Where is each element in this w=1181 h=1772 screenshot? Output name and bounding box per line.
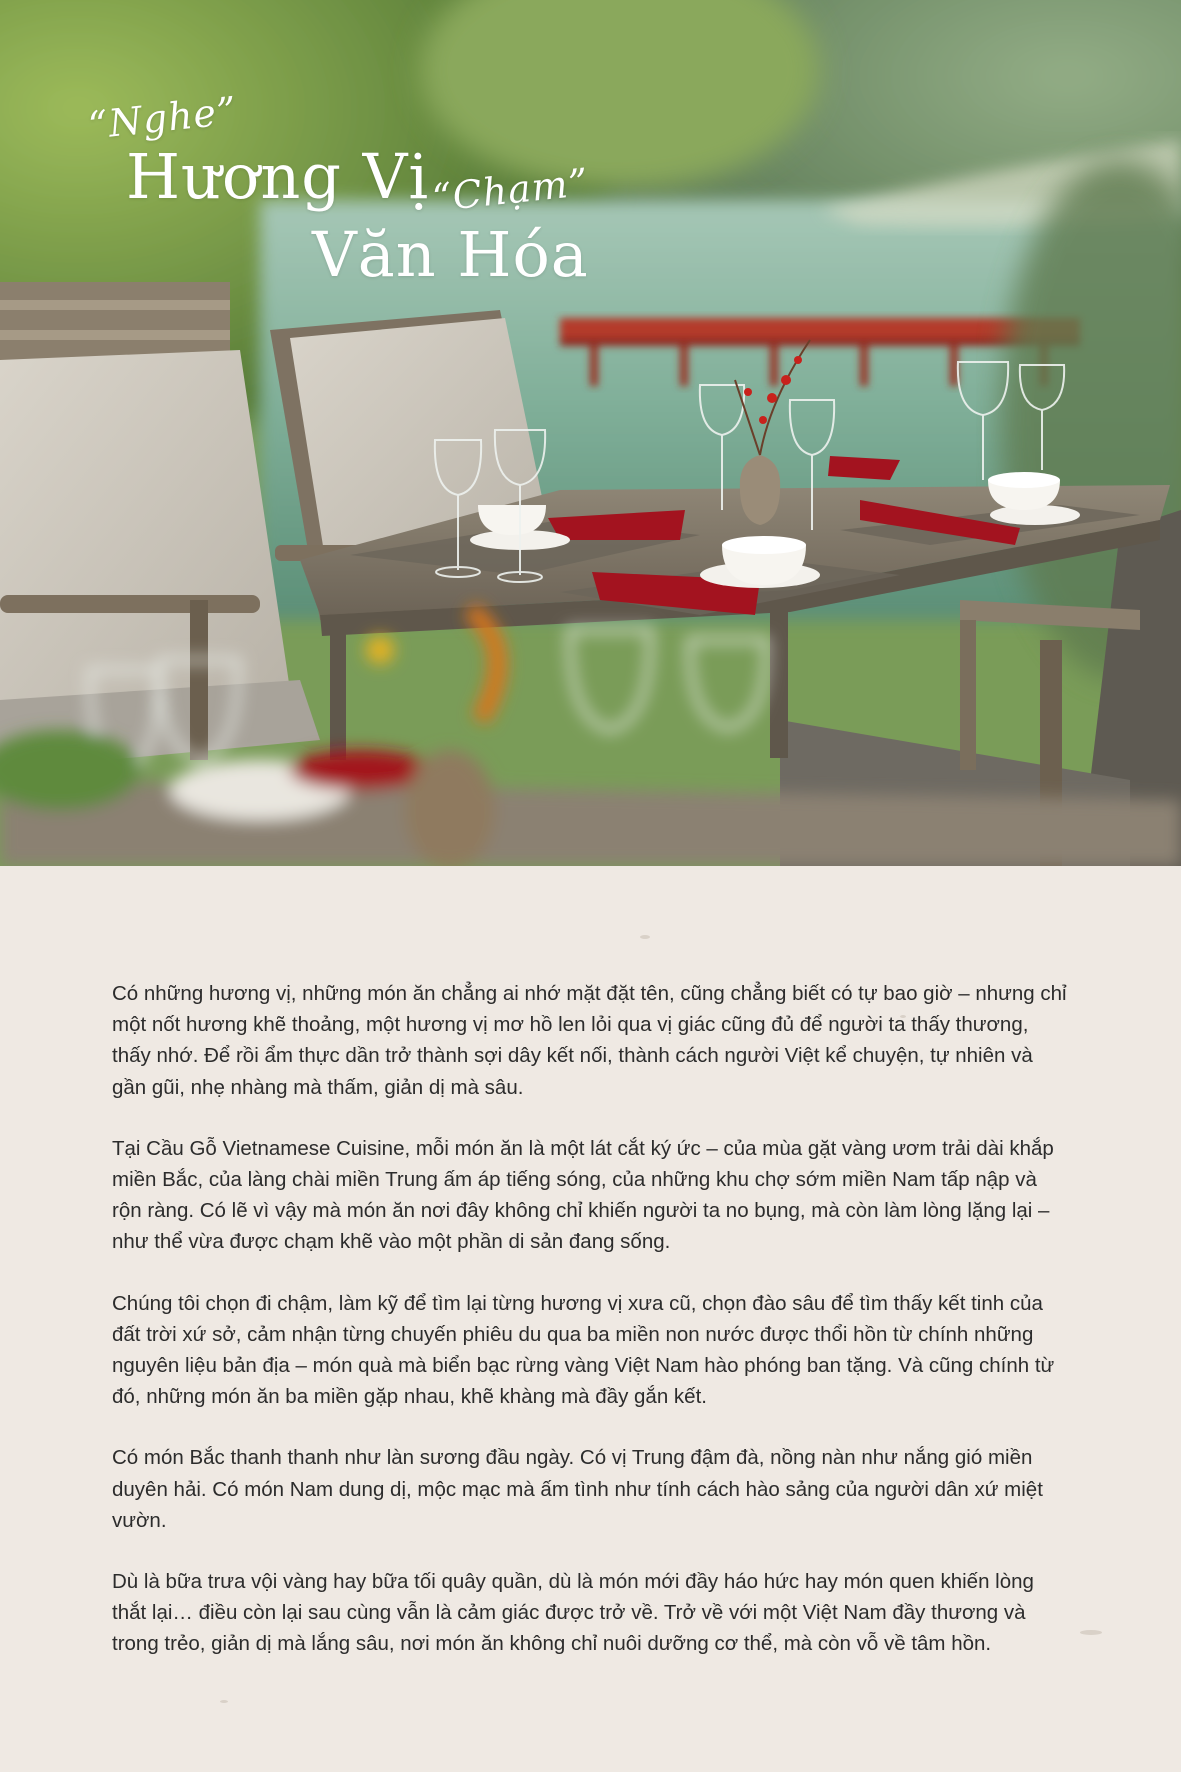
paper-speck — [640, 935, 650, 939]
article-body — [112, 978, 1072, 1690]
article-paragraph: Có món Bắc thanh thanh như làn sương đầu ngày. Có vị Trung đậm đà, nồng nàn như nắng gió miền duyên hải. Có món Nam dung dị, mộc mạc mà ấm tình như tính cách hào sảng của người dân xứ miệt vườn. — [112, 1446, 1043, 1532]
script-word-touch: “Chạm” — [430, 159, 591, 221]
article-paragraph: Có những hương vị, những món ăn chẳng ai nhớ mặt đặt tên, cũng chẳng biết có tự bao giờ – nhưng chỉ một nốt hương khẽ thoảng, một hương vị mơ hồ len lỏi qua vị giác cũng đủ để người ta thấy thương, thấy nhớ. Để rồi ẩm thực dần trở thành sợi dây kết nối, thành cách người Việt kể chuyện, tự nhiên và gần gũi, nhẹ nhàng mà thấm, giản dị mà sâu. — [112, 982, 1067, 1099]
paper-speck — [1080, 1630, 1102, 1635]
title-line-flavor: Hương Vị — [126, 140, 430, 213]
article-paragraph: Tại Cầu Gỗ Vietnamese Cuisine, mỗi món ăn là một lát cắt ký ức – của mùa gặt vàng ươm trải dài khắp miền Bắc, của làng chài miền Trung ấm áp tiếng sóng, của những khu chợ sớm miền Nam tấp nập và rộn ràng. Có lẽ vì vậy mà món ăn nơi đây không chỉ khiến người ta no bụng, mà còn làm lòng lặng lại – như thể vừa được chạm khẽ vào một phần di sản đang sống. — [112, 1136, 1054, 1254]
article-paragraph: Chúng tôi chọn đi chậm, làm kỹ để tìm lại từng hương vị xưa cũ, chọn đào sâu để tìm thấy kết tinh của đất trời xứ sở, cảm nhận từng chuyến phiêu du qua ba miền non nước được thổi hồn từ chính những nguyên liệu bản địa – món quà mà biển bạc rừng vàng Việt Nam hào phóng ban tặng. Và cũng chính từ đó, những món ăn ba miền gặp nhau, khẽ khàng mà đầy gắn kết. — [112, 1291, 1055, 1409]
paper-speck — [220, 1700, 228, 1703]
article-paragraph: Dù là bữa trưa vội vàng hay bữa tối quây quần, dù là món mới đầy háo hức hay món quen khiến lòng thắt lại… điều còn lại sau cùng vẫn là cảm giác được trở về. Trở về với một Việt Nam đầy thương và trong trẻo, giản dị mà lắng sâu, nơi món ăn không chỉ nuôi dưỡng cơ thể, mà còn vỗ về tâm hồn. — [112, 1570, 1034, 1656]
script-word-listen: “Nghe” — [86, 88, 240, 148]
hero-photo — [0, 0, 1181, 866]
title-line-culture: Văn Hóa — [312, 218, 589, 291]
hero-title — [0, 0, 700, 300]
